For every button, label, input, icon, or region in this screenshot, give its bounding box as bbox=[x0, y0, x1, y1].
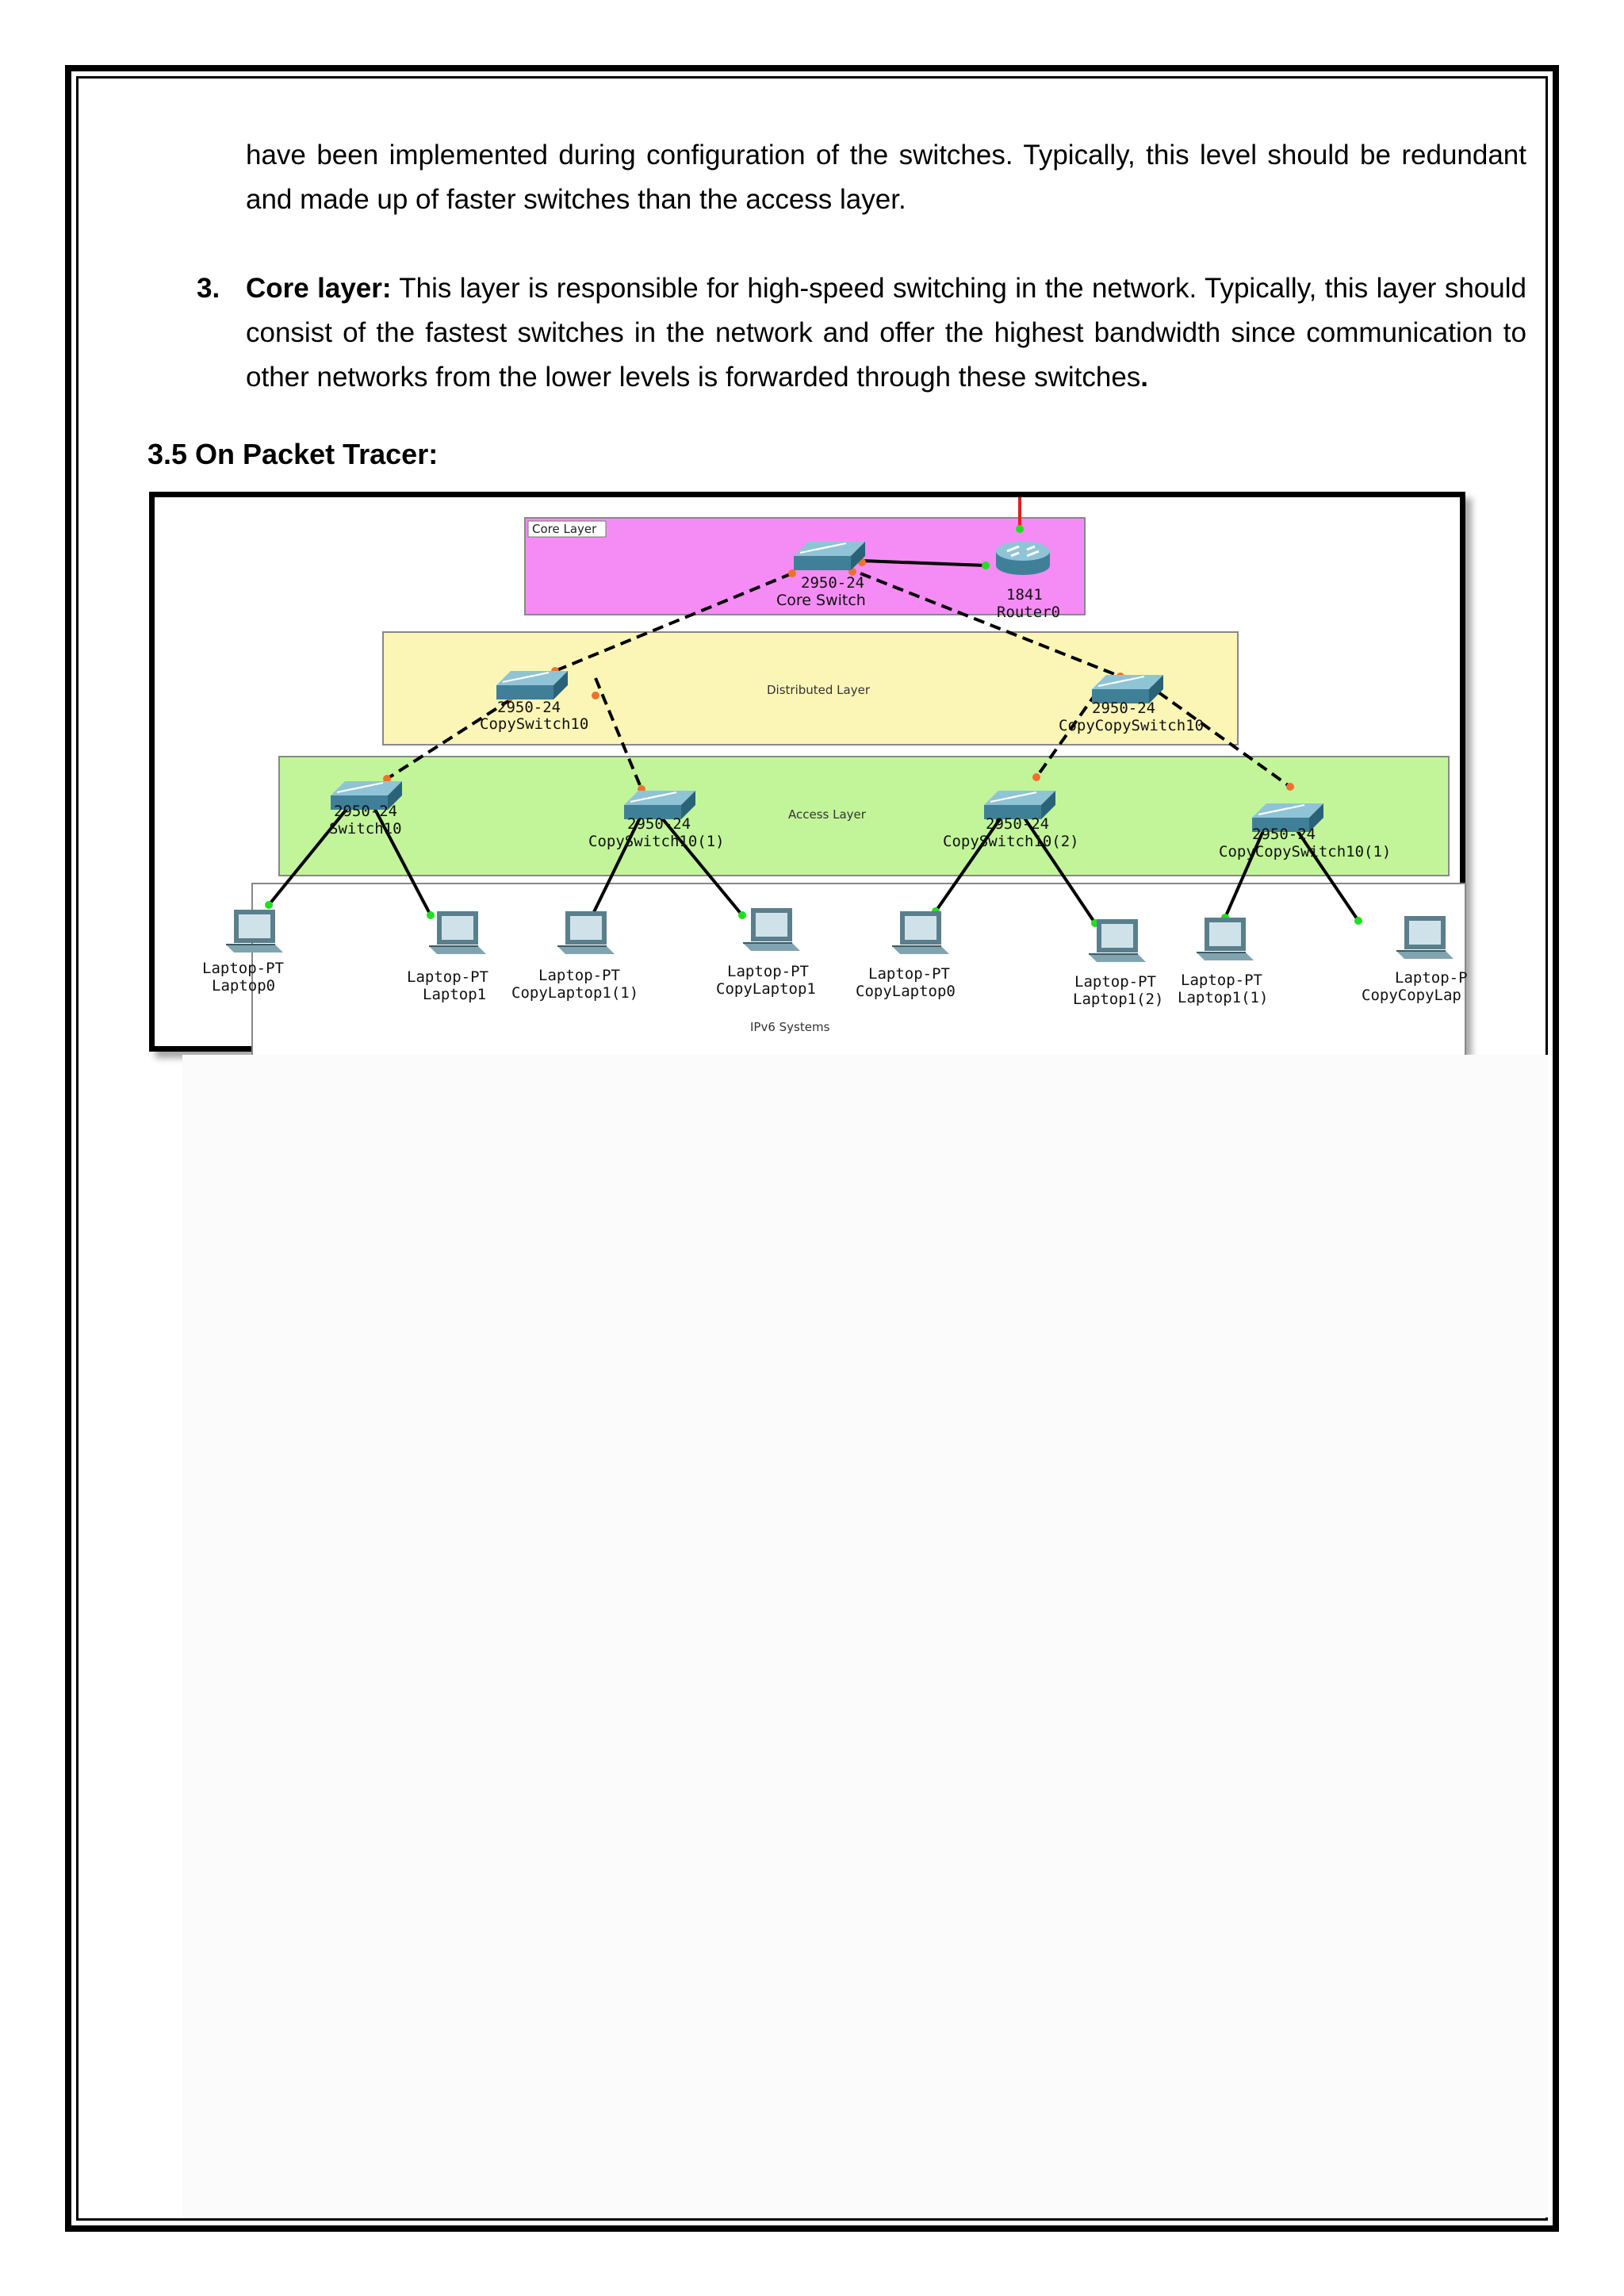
paragraph-continuation: have been implemented during configuration of the switches. Typically, this level should be redundant and made up of faster switches than the access layer. bbox=[246, 140, 1526, 215]
dist-switch-1-model: 2950-24 bbox=[497, 699, 561, 716]
laptop-6-model: Laptop-PT bbox=[1181, 972, 1262, 989]
core-layer-label: Core Layer bbox=[532, 522, 597, 536]
laptop-4-name: CopyLaptop0 bbox=[856, 983, 956, 1000]
blank-page-area bbox=[182, 1055, 1548, 2217]
access-switch-2-model: 2950-24 bbox=[627, 815, 691, 833]
laptop-2-name: CopyLaptop1(1) bbox=[511, 984, 639, 1002]
packet-tracer-figure bbox=[149, 492, 1468, 1052]
laptop-1-model: Laptop-PT bbox=[407, 968, 488, 986]
laptop-0-model: Laptop-PT bbox=[202, 960, 284, 977]
laptop-2-model: Laptop-PT bbox=[538, 967, 620, 984]
router-icon bbox=[996, 542, 1050, 575]
network-topology-diagram bbox=[155, 497, 1468, 1046]
laptop-7-model: Laptop-P bbox=[1395, 969, 1468, 987]
laptop-7-icon bbox=[1396, 916, 1454, 959]
list-item-text bbox=[246, 266, 1526, 400]
laptop-7-name: CopyCopyLap bbox=[1362, 987, 1461, 1004]
dist-switch-2-model: 2950-24 bbox=[1092, 700, 1156, 717]
laptop-5-model: Laptop-PT bbox=[1074, 973, 1156, 991]
dist-switch-1-icon bbox=[496, 671, 568, 700]
laptop-5-icon bbox=[1089, 919, 1146, 962]
access-switch-1-name: Switch10 bbox=[329, 820, 402, 838]
ipv6-systems-label: IPv6 Systems bbox=[750, 1020, 830, 1034]
laptop-3-icon bbox=[743, 908, 800, 951]
core-switch-name: Core Switch bbox=[776, 592, 866, 609]
period: . bbox=[1140, 362, 1149, 393]
term-core-layer: Core layer: bbox=[246, 273, 392, 304]
access-switch-3-name: CopySwitch10(2) bbox=[943, 833, 1079, 850]
access-switch-4-name: CopyCopySwitch10(1) bbox=[1219, 843, 1392, 861]
laptop-5-name: Laptop1(2) bbox=[1073, 991, 1164, 1008]
laptop-2-icon bbox=[557, 911, 615, 954]
laptop-0-name: Laptop0 bbox=[212, 977, 276, 995]
laptop-4-icon bbox=[892, 911, 949, 954]
access-switch-3-model: 2950-24 bbox=[986, 815, 1050, 833]
laptop-3-model: Laptop-PT bbox=[727, 963, 809, 980]
laptop-4-model: Laptop-PT bbox=[868, 965, 950, 983]
dist-switch-2-name: CopyCopySwitch10 bbox=[1059, 717, 1205, 734]
router-name: Router0 bbox=[997, 604, 1061, 621]
core-switch-model: 2950-24 bbox=[801, 574, 865, 592]
laptop-3-name: CopyLaptop1 bbox=[716, 980, 816, 998]
router-model: 1841 bbox=[1006, 586, 1043, 604]
access-switch-1-model: 2950-24 bbox=[334, 803, 398, 820]
list-number: 3. bbox=[197, 273, 220, 304]
core-switch-icon bbox=[794, 542, 865, 570]
section-heading: 3.5 On Packet Tracer: bbox=[147, 438, 439, 470]
access-layer-label: Access Layer bbox=[788, 807, 866, 822]
laptop-1-icon bbox=[429, 911, 486, 954]
laptop-6-icon bbox=[1197, 918, 1254, 960]
laptop-6-name: Laptop1(1) bbox=[1178, 989, 1269, 1006]
laptop-1-name: Laptop1 bbox=[423, 986, 487, 1003]
distributed-layer-label: Distributed Layer bbox=[767, 683, 870, 697]
core-layer-description: This layer is responsible for high-speed switching in the network. Typically, this layer should consist of the fastest switches in the network and offer the highest bandwidth since communication to other networks from the lower levels is forwarded through these switches bbox=[246, 273, 1526, 393]
access-switch-2-name: CopySwitch10(1) bbox=[588, 833, 725, 850]
laptop-0-icon bbox=[226, 910, 283, 953]
access-switch-4-model: 2950-24 bbox=[1252, 826, 1316, 843]
dist-switch-1-name: CopySwitch10 bbox=[480, 715, 589, 733]
